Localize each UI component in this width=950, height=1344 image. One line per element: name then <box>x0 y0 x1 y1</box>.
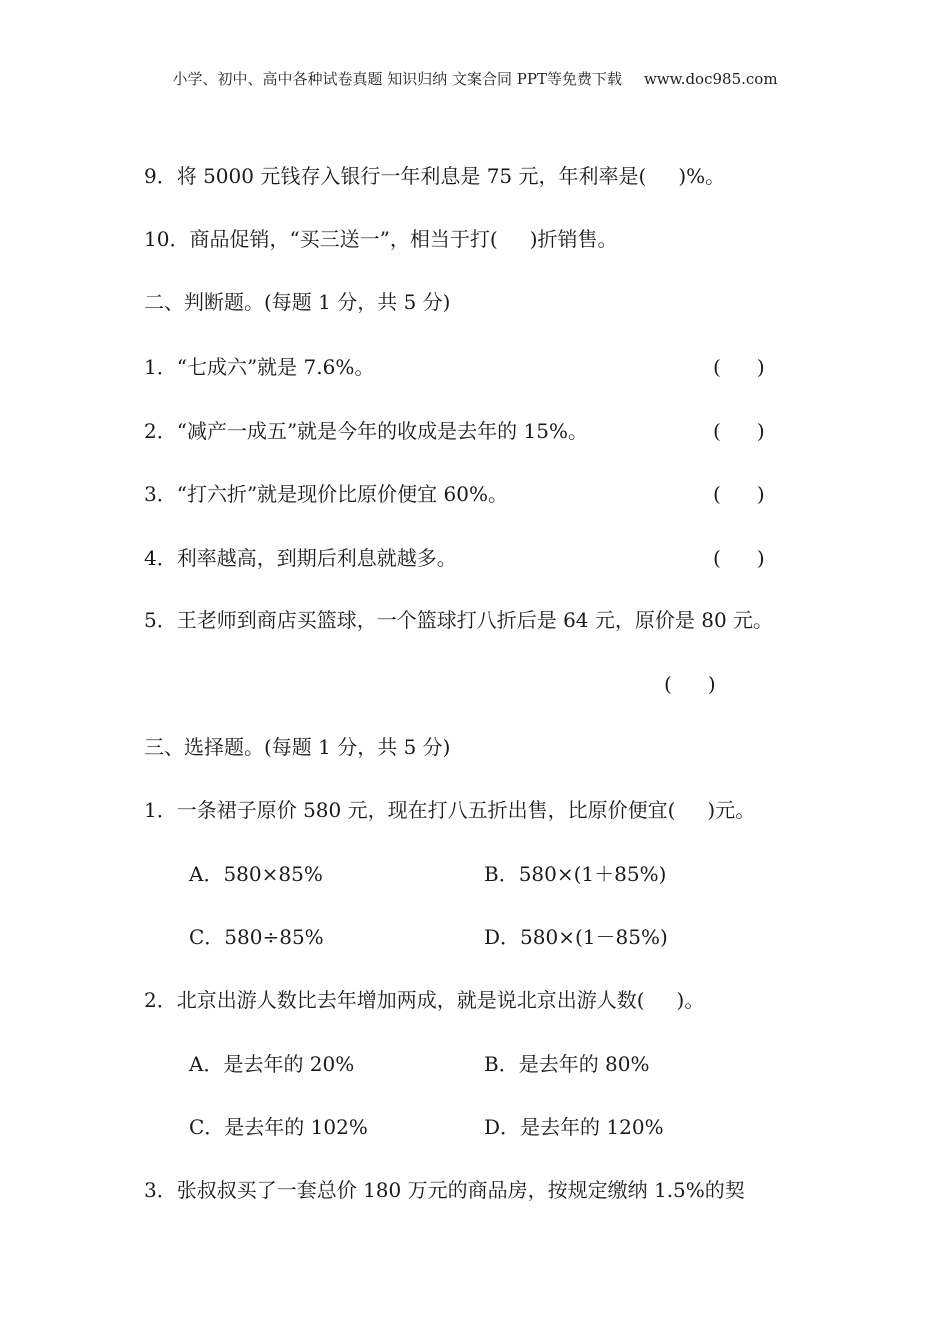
judge-answer-1[interactable]: ( ) <box>713 355 765 379</box>
judge-item-4: 4．利率越高，到期后利息就越多。 <box>144 546 457 570</box>
judge-answer-5[interactable]: ( ) <box>664 672 716 696</box>
question-10-suffix: )折销售。 <box>529 227 618 251</box>
option-c[interactable]: C．是去年的 102% <box>189 1115 368 1139</box>
question-9-suffix: )%。 <box>678 164 726 188</box>
judge-item-2: 2．“减产一成五”就是今年的收成是去年的 15%。 <box>144 419 588 443</box>
choice-question-2-suffix: )。 <box>676 988 705 1012</box>
choice-question-2-text: 2．北京出游人数比去年增加两成，就是说北京出游人数( <box>144 988 645 1012</box>
option-a[interactable]: A．580×85% <box>189 862 323 886</box>
choice-question-1-suffix: )元。 <box>707 798 756 822</box>
question-10-text: 10．商品促销，“买三送一”，相当于打( <box>144 227 498 251</box>
judge-answer-2[interactable]: ( ) <box>713 419 765 443</box>
question-9 <box>144 162 725 190</box>
header-site-link[interactable]: www.doc985.com <box>643 70 778 88</box>
question-9-text: 9．将 5000 元钱存入银行一年利息是 75 元，年利率是( <box>144 164 647 188</box>
judge-answer-3[interactable]: ( ) <box>713 482 765 506</box>
option-b[interactable]: B．是去年的 80% <box>484 1052 650 1076</box>
choice-question-1 <box>144 796 755 824</box>
judge-item-3: 3．“打六折”就是现价比原价便宜 60%。 <box>144 482 508 506</box>
option-b[interactable]: B．580×(1＋85%) <box>484 862 667 886</box>
section-2-title: 二、判断题。(每题 1 分，共 5 分) <box>144 290 451 314</box>
question-10 <box>144 225 618 253</box>
section-3-title: 三、选择题。(每题 1 分，共 5 分) <box>144 735 451 759</box>
page-header <box>0 68 950 89</box>
judge-item-5: 5．王老师到商店买篮球，一个篮球打八折后是 64 元，原价是 80 元。 <box>144 608 774 632</box>
header-text: 小学、初中、高中各种试卷真题 知识归纳 文案合同 PPT等免费下载 <box>172 70 622 88</box>
option-d[interactable]: D．是去年的 120% <box>484 1115 664 1139</box>
option-c[interactable]: C．580÷85% <box>189 925 324 949</box>
choice-question-2 <box>144 986 704 1014</box>
judge-item-1: 1．“七成六”就是 7.6%。 <box>144 355 375 379</box>
option-a[interactable]: A．是去年的 20% <box>189 1052 355 1076</box>
choice-question-1-text: 1．一条裙子原价 580 元，现在打八五折出售，比原价便宜( <box>144 798 676 822</box>
choice-question-3: 3．张叔叔买了一套总价 180 万元的商品房，按规定缴纳 1.5%的契 <box>144 1178 745 1202</box>
option-d[interactable]: D．580×(1－85%) <box>484 925 668 949</box>
judge-answer-4[interactable]: ( ) <box>713 546 765 570</box>
